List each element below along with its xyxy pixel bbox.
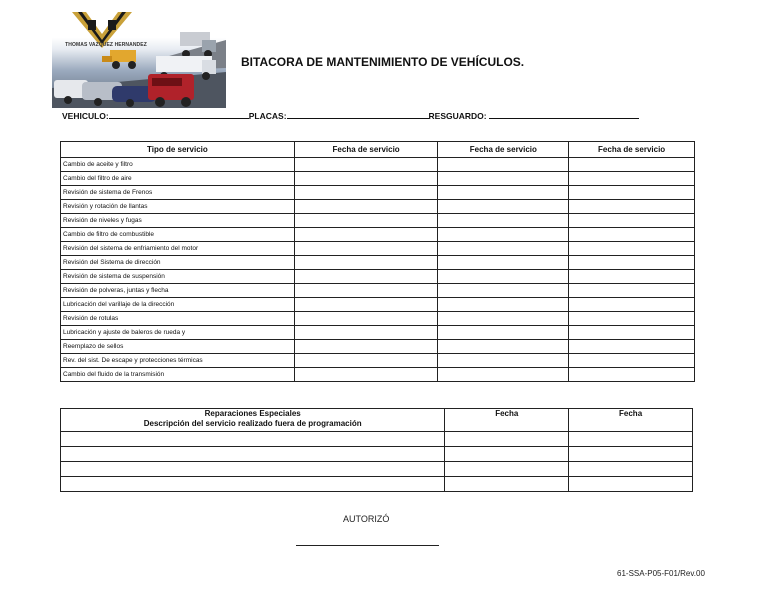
service-date-cell[interactable]: [569, 186, 695, 200]
service-date-cell[interactable]: [294, 172, 438, 186]
resguardo-label: RESGUARDO:: [428, 111, 487, 121]
service-type-cell: Cambio de aceite y filtro: [61, 158, 295, 172]
service-date-cell[interactable]: [569, 368, 695, 382]
service-date-cell[interactable]: [569, 326, 695, 340]
repair-date-cell[interactable]: [445, 462, 569, 477]
service-row: [61, 256, 695, 270]
service-type-cell: Rev. del sist. De escape y protecciones térmicas: [61, 354, 295, 368]
service-row: [61, 158, 695, 172]
service-row: [61, 172, 695, 186]
service-type-cell: Revisión de polveras, juntas y flecha: [61, 284, 295, 298]
header-reparaciones-title: Reparaciones Especiales: [204, 409, 301, 418]
service-date-cell[interactable]: [569, 270, 695, 284]
service-date-cell[interactable]: [438, 242, 569, 256]
document-code: 61-SSA-P05-F01/Rev.00: [617, 569, 705, 578]
repair-row: [61, 462, 693, 477]
service-row: [61, 340, 695, 354]
service-type-cell: Cambio del fluido de la transmisión: [61, 368, 295, 382]
service-row: [61, 270, 695, 284]
service-date-cell[interactable]: [294, 228, 438, 242]
header-fecha-servicio-3: Fecha de servicio: [569, 142, 695, 158]
placas-label: PLACAS:: [248, 111, 287, 121]
service-type-cell: Revisión de rotulas: [61, 312, 295, 326]
autorizo-label: AUTORIZÓ: [343, 514, 390, 524]
service-date-cell[interactable]: [294, 368, 438, 382]
header-tipo-servicio: Tipo de servicio: [61, 142, 295, 158]
service-date-cell[interactable]: [438, 284, 569, 298]
service-table: [60, 141, 695, 382]
repair-date-cell[interactable]: [569, 477, 693, 492]
service-date-cell[interactable]: [294, 242, 438, 256]
service-row: [61, 354, 695, 368]
vehiculo-field[interactable]: [109, 110, 249, 119]
service-date-cell[interactable]: [438, 228, 569, 242]
service-row: [61, 186, 695, 200]
repair-row: [61, 447, 693, 462]
service-type-cell: Revisión de sistema de suspensión: [61, 270, 295, 284]
document-title: BITACORA DE MANTENIMIENTO DE VEHÍCULOS.: [241, 55, 525, 69]
repair-row: [61, 432, 693, 447]
service-date-cell[interactable]: [569, 354, 695, 368]
vehicle-info-line: [62, 110, 639, 121]
service-date-cell[interactable]: [569, 158, 695, 172]
repair-description-cell[interactable]: [61, 432, 445, 447]
service-date-cell[interactable]: [438, 256, 569, 270]
placas-field[interactable]: [287, 110, 429, 119]
service-row: [61, 368, 695, 382]
repair-date-cell[interactable]: [569, 447, 693, 462]
repairs-table-header-row: [61, 409, 693, 432]
service-date-cell[interactable]: [438, 326, 569, 340]
header-fecha-2: Fecha: [569, 409, 693, 432]
service-date-cell[interactable]: [438, 368, 569, 382]
repair-date-cell[interactable]: [569, 462, 693, 477]
service-date-cell[interactable]: [294, 312, 438, 326]
header-fecha-1: Fecha: [445, 409, 569, 432]
service-row: [61, 200, 695, 214]
service-date-cell[interactable]: [294, 200, 438, 214]
service-type-cell: Revisión de niveles y fugas: [61, 214, 295, 228]
service-type-cell: Revisión de sistema de Frenos: [61, 186, 295, 200]
vehiculo-label: VEHICULO:: [62, 111, 109, 121]
service-type-cell: Lubricación del varillaje de la dirección: [61, 298, 295, 312]
repair-row: [61, 477, 693, 492]
logo-graphic: [52, 10, 226, 108]
service-row: [61, 228, 695, 242]
service-row: [61, 284, 695, 298]
service-date-cell[interactable]: [569, 312, 695, 326]
service-date-cell[interactable]: [569, 298, 695, 312]
service-date-cell[interactable]: [438, 186, 569, 200]
service-type-cell: Revisión del sistema de enfriamiento del motor: [61, 242, 295, 256]
service-date-cell[interactable]: [569, 214, 695, 228]
resguardo-field[interactable]: [489, 110, 639, 119]
repair-description-cell[interactable]: [61, 462, 445, 477]
service-type-cell: Lubricación y ajuste de baleros de rueda y: [61, 326, 295, 340]
service-table-header-row: [61, 142, 695, 158]
service-date-cell[interactable]: [569, 256, 695, 270]
service-date-cell[interactable]: [438, 158, 569, 172]
repair-date-cell[interactable]: [445, 477, 569, 492]
repair-date-cell[interactable]: [569, 432, 693, 447]
service-type-cell: Revisión y rotación de llantas: [61, 200, 295, 214]
service-date-cell[interactable]: [438, 354, 569, 368]
service-date-cell[interactable]: [294, 354, 438, 368]
service-row: [61, 242, 695, 256]
header-reparaciones-subtitle: Descripción del servicio realizado fuera de programación: [143, 419, 362, 428]
service-date-cell[interactable]: [438, 214, 569, 228]
service-date-cell[interactable]: [569, 228, 695, 242]
service-date-cell[interactable]: [569, 340, 695, 354]
service-date-cell[interactable]: [438, 172, 569, 186]
service-date-cell[interactable]: [438, 298, 569, 312]
service-type-cell: Reemplazo de sellos: [61, 340, 295, 354]
service-date-cell[interactable]: [438, 200, 569, 214]
service-date-cell[interactable]: [294, 326, 438, 340]
service-date-cell[interactable]: [438, 270, 569, 284]
service-date-cell[interactable]: [569, 284, 695, 298]
service-date-cell[interactable]: [294, 298, 438, 312]
service-row: [61, 214, 695, 228]
header-fecha-servicio-2: Fecha de servicio: [438, 142, 569, 158]
service-date-cell[interactable]: [294, 256, 438, 270]
header-reparaciones: [61, 409, 445, 432]
service-row: [61, 326, 695, 340]
service-date-cell[interactable]: [438, 340, 569, 354]
logo-company-name: THOMAS VAZQUEZ HERNANDEZ: [65, 42, 147, 48]
service-type-cell: Cambio de filtro de combustible: [61, 228, 295, 242]
service-date-cell[interactable]: [294, 284, 438, 298]
service-date-cell[interactable]: [569, 242, 695, 256]
service-row: [61, 312, 695, 326]
repairs-table: [60, 408, 693, 492]
service-date-cell[interactable]: [438, 312, 569, 326]
company-logo: [52, 10, 226, 108]
service-date-cell[interactable]: [294, 158, 438, 172]
service-row: [61, 298, 695, 312]
service-type-cell: Cambio del filtro de aire: [61, 172, 295, 186]
service-type-cell: Revisión del Sistema de dirección: [61, 256, 295, 270]
service-date-cell[interactable]: [294, 270, 438, 284]
repair-description-cell[interactable]: [61, 477, 445, 492]
repair-date-cell[interactable]: [445, 447, 569, 462]
signature-line[interactable]: [296, 545, 439, 546]
header-fecha-servicio-1: Fecha de servicio: [294, 142, 438, 158]
service-date-cell[interactable]: [294, 340, 438, 354]
service-date-cell[interactable]: [569, 172, 695, 186]
service-date-cell[interactable]: [294, 214, 438, 228]
service-date-cell[interactable]: [569, 200, 695, 214]
repair-date-cell[interactable]: [445, 432, 569, 447]
service-date-cell[interactable]: [294, 186, 438, 200]
repair-description-cell[interactable]: [61, 447, 445, 462]
